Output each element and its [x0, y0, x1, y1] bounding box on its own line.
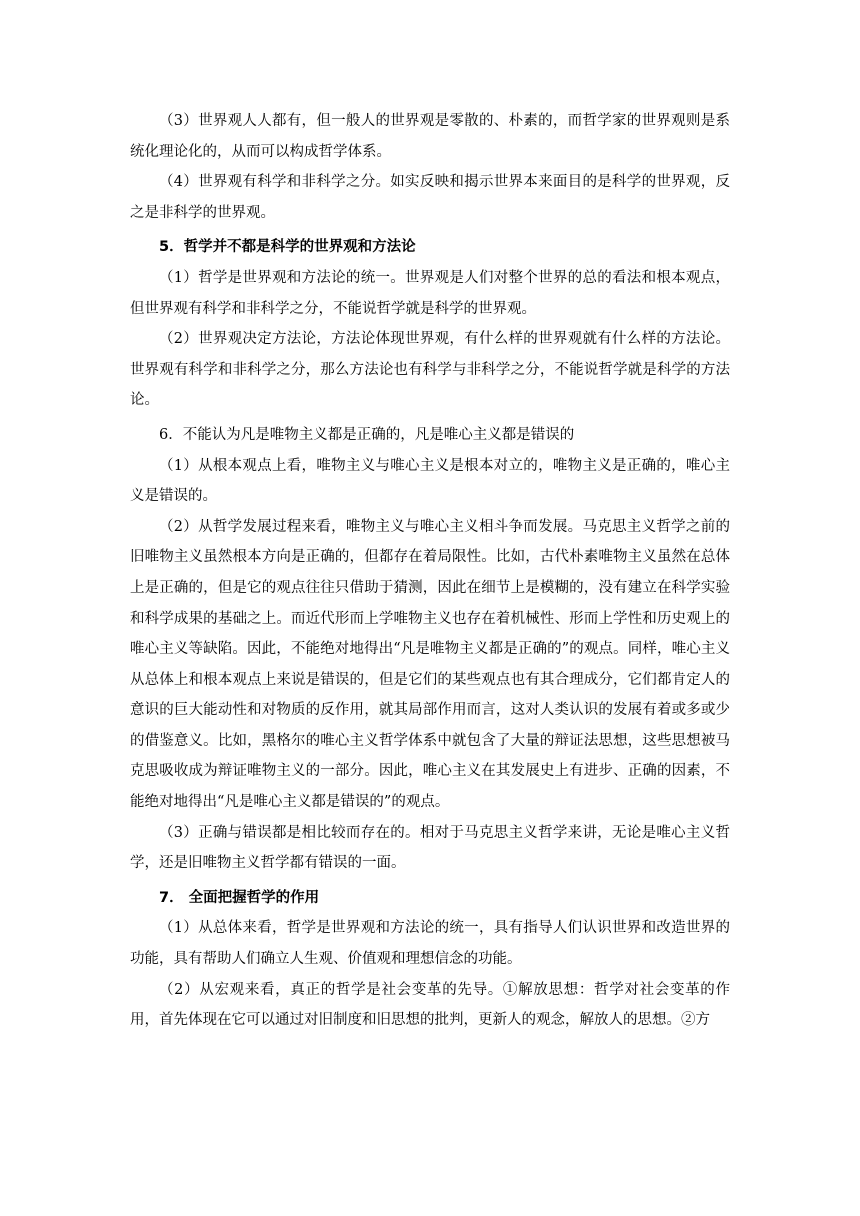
paragraph: （3）世界观人人都有，但一般人的世界观是零散的、朴素的，而哲学家的世界观则是系统化理论化的，从而可以构成哲学体系。 [130, 113, 730, 160]
paragraph: （1）哲学是世界观和方法论的统一。世界观是人们对整个世界的总的看法和根本观点，但世界观有科学和非科学之分，不能说哲学就是科学的世界观。 [130, 269, 730, 317]
section-heading: 5．哲学并不都是科学的世界观和方法论 [159, 239, 416, 256]
section-heading: 7． 全面把握哲学的作用 [159, 889, 320, 906]
paragraph: （2）从哲学发展过程来看，唯物主义与唯心主义相斗争而发展。马克思主义哲学之前的旧唯物主义虽然根本方向是正确的，但都存在着局限性。比如，古代朴素唯物主义虽然在总体上是正确的，但是它的观点往往只借助于猜测，因此在细节上是模糊的，没有建立在科学实验和科学成果的基础之上。而近代形而上学唯物主义也存在着机械性、形而上学性和历史观上的唯心主义等缺陷。因此，不能绝对地得出“凡是唯物主义都是正确的”的观点。同样，唯心主义从总体上和根本观点上来说是错误的，但是它们的某些观点也有其合理成分，它们都肯定人的意识的巨大能动性和对物质的反作用，就其局部作用而言，这对人类认识的发展有着或多或少的借鉴意义。比如，黑格尔的唯心主义哲学体系中就包含了大量的辩证法思想，这些思想被马克思吸收成为辩证唯物主义的一部分。因此，唯心主义在其发展史上有进步、正确的因素，不能绝对地得出“凡是唯心主义都是错误的”的观点。 [130, 518, 730, 811]
document-page [130, 106, 730, 1036]
paragraph: （1）从根本观点上看，唯物主义与唯心主义是根本对立的，唯物主义是正确的，唯心主义是错误的。 [130, 457, 730, 505]
section-heading: 6．不能认为凡是唯物主义都是正确的，凡是唯心主义都是错误的 [159, 426, 575, 443]
paragraph: （2）从宏观来看，真正的哲学是社会变革的先导。①解放思想：哲学对社会变革的作用，首先体现在它可以通过对旧制度和旧思想的批判，更新人的观念，解放人的思想。②方 [130, 981, 730, 1029]
paragraph: （2）世界观决定方法论，方法论体现世界观，有什么样的世界观就有什么样的方法论。世界观有科学和非科学之分，那么方法论也有科学与非科学之分，不能说哲学就是科学的方法论。 [130, 331, 730, 409]
paragraph: （4）世界观有科学和非科学之分。如实反映和揭示世界本来面目的是科学的世界观，反之是非科学的世界观。 [130, 174, 730, 221]
paragraph: （3）正确与错误都是相比较而存在的。相对于马克思主义哲学来讲，无论是唯心主义哲学，还是旧唯物主义哲学都有错误的一面。 [130, 824, 730, 872]
paragraph: （1）从总体来看，哲学是世界观和方法论的统一，具有指导人们认识世界和改造世界的功能，具有帮助人们确立人生观、价值观和理想信念的功能。 [130, 920, 730, 968]
